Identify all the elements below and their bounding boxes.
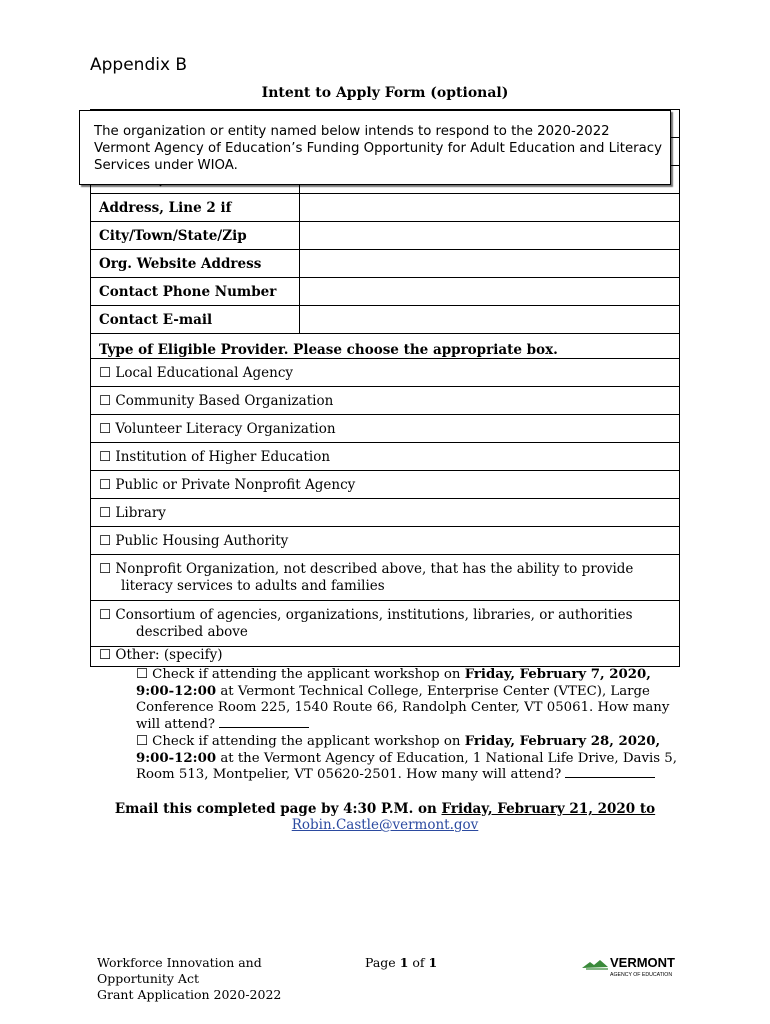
attendee-count-blank[interactable] xyxy=(565,777,655,778)
page-current: 1 xyxy=(399,955,409,970)
workshop-1-block xyxy=(136,667,681,733)
of-word: of xyxy=(412,955,425,970)
provider-option[interactable] xyxy=(91,443,680,471)
workshop-1-date: Friday, February 7, 2020, 9:00-12:00 xyxy=(136,667,651,699)
provider-option[interactable] xyxy=(91,647,680,667)
vermont-agency-logo-icon xyxy=(580,952,675,980)
provider-option-label: Local Educational Agency xyxy=(115,364,294,381)
workshop-2-date: Friday, February 28, 2020, 9:00-12:00 xyxy=(136,734,661,766)
email-label: Contact E-mail xyxy=(91,306,300,334)
form-title: Intent to Apply Form (optional) xyxy=(261,85,509,101)
footer-line: Opportunity Act xyxy=(97,971,199,986)
checkbox-icon[interactable]: ☐ xyxy=(136,667,148,682)
checkbox-icon[interactable]: ☐ xyxy=(99,392,112,409)
appendix-heading: Appendix B xyxy=(90,55,188,75)
city-label: City/Town/State/Zip xyxy=(91,222,300,250)
provider-option-label: Consortium of agencies, organizations, institutions, libraries, or authorities xyxy=(115,606,633,623)
footer-line: Workforce Innovation and xyxy=(97,955,262,970)
checkbox-icon[interactable]: ☐ xyxy=(99,532,112,549)
checkbox-icon[interactable]: ☐ xyxy=(99,476,112,493)
provider-heading: Type of Eligible Provider. Please choose the appropriate box. xyxy=(91,334,680,359)
phone-label: Contact Phone Number xyxy=(91,278,300,306)
logo-wordmark: VERMONT xyxy=(610,955,675,970)
website-field[interactable] xyxy=(300,250,680,278)
provider-option[interactable] xyxy=(91,555,680,601)
address2-label: Address, Line 2 if xyxy=(91,194,300,222)
workshop-2-block xyxy=(136,734,681,784)
city-field[interactable] xyxy=(300,222,680,250)
provider-option-label: Community Based Organization xyxy=(115,392,334,409)
provider-option[interactable] xyxy=(91,601,680,647)
workshop-1-prefix: Check if attending the applicant workshop on xyxy=(152,667,465,682)
provider-option[interactable] xyxy=(91,359,680,387)
intent-form-table xyxy=(90,109,680,667)
provider-option-label: Institution of Higher Education xyxy=(115,448,331,465)
workshop-2-prefix: Check if attending the applicant workshop on xyxy=(152,734,465,749)
provider-option-label: Nonprofit Organization, not described above, that has the ability to provide xyxy=(115,560,634,577)
address2-field[interactable] xyxy=(300,194,680,222)
footer-line: Grant Application 2020-2022 xyxy=(97,987,282,1002)
provider-option-label: Other: (specify) xyxy=(115,647,223,663)
workshop-1-details: at Vermont Technical College, Enterprise Center (VTEC), Large Conference Room 225, 1540 Route 66, Randolph Center, VT 05061. How many will attend? xyxy=(136,683,670,732)
checkbox-icon[interactable]: ☐ xyxy=(99,504,112,521)
submit-instruction xyxy=(0,801,770,817)
submit-deadline: Friday, February 21, 2020 to xyxy=(441,801,656,817)
page-total: 1 xyxy=(428,955,438,970)
checkbox-icon[interactable]: ☐ xyxy=(99,606,112,623)
footer-program xyxy=(97,955,317,1003)
provider-option[interactable] xyxy=(91,527,680,555)
contact-email-link[interactable]: Robin.Castle@vermont.gov xyxy=(291,817,479,833)
provider-option[interactable] xyxy=(91,471,680,499)
email-field[interactable] xyxy=(300,306,680,334)
provider-option-label: Public Housing Authority xyxy=(115,532,289,549)
logo-subtitle: AGENCY OF EDUCATION xyxy=(610,972,673,978)
checkbox-icon[interactable]: ☐ xyxy=(99,647,112,663)
page-word: Page xyxy=(365,955,396,970)
submit-text: Email this completed page by 4:30 P.M. on xyxy=(114,801,442,817)
provider-option-label-cont: literacy services to adults and families xyxy=(121,577,385,594)
workshop-2-details: at the Vermont Agency of Education, 1 National Life Drive, Davis 5, Room 513, Montpelier, VT 05620-2501. How many will attend? xyxy=(136,750,677,783)
provider-option-label-cont: described above xyxy=(136,623,248,640)
provider-option[interactable] xyxy=(91,499,680,527)
page-number xyxy=(365,955,437,971)
checkbox-icon[interactable]: ☐ xyxy=(99,420,112,437)
intent-notice-box: The organization or entity named below intends to respond to the 2020-2022 Vermont Agency of Education’s Funding Opportunity for Adult Education and Literacy Services under WIOA. xyxy=(79,110,671,185)
checkbox-icon[interactable]: ☐ xyxy=(99,560,112,577)
phone-field[interactable] xyxy=(300,278,680,306)
checkbox-icon[interactable]: ☐ xyxy=(99,448,112,465)
provider-option-label: Volunteer Literacy Organization xyxy=(115,420,336,437)
attendee-count-blank[interactable] xyxy=(219,727,309,728)
checkbox-icon[interactable]: ☐ xyxy=(136,734,148,749)
provider-option-label: Public or Private Nonprofit Agency xyxy=(115,476,356,493)
provider-option-label: Library xyxy=(115,504,166,521)
website-label: Org. Website Address xyxy=(91,250,300,278)
checkbox-icon[interactable]: ☐ xyxy=(99,364,112,381)
provider-option[interactable] xyxy=(91,415,680,443)
provider-option[interactable] xyxy=(91,387,680,415)
